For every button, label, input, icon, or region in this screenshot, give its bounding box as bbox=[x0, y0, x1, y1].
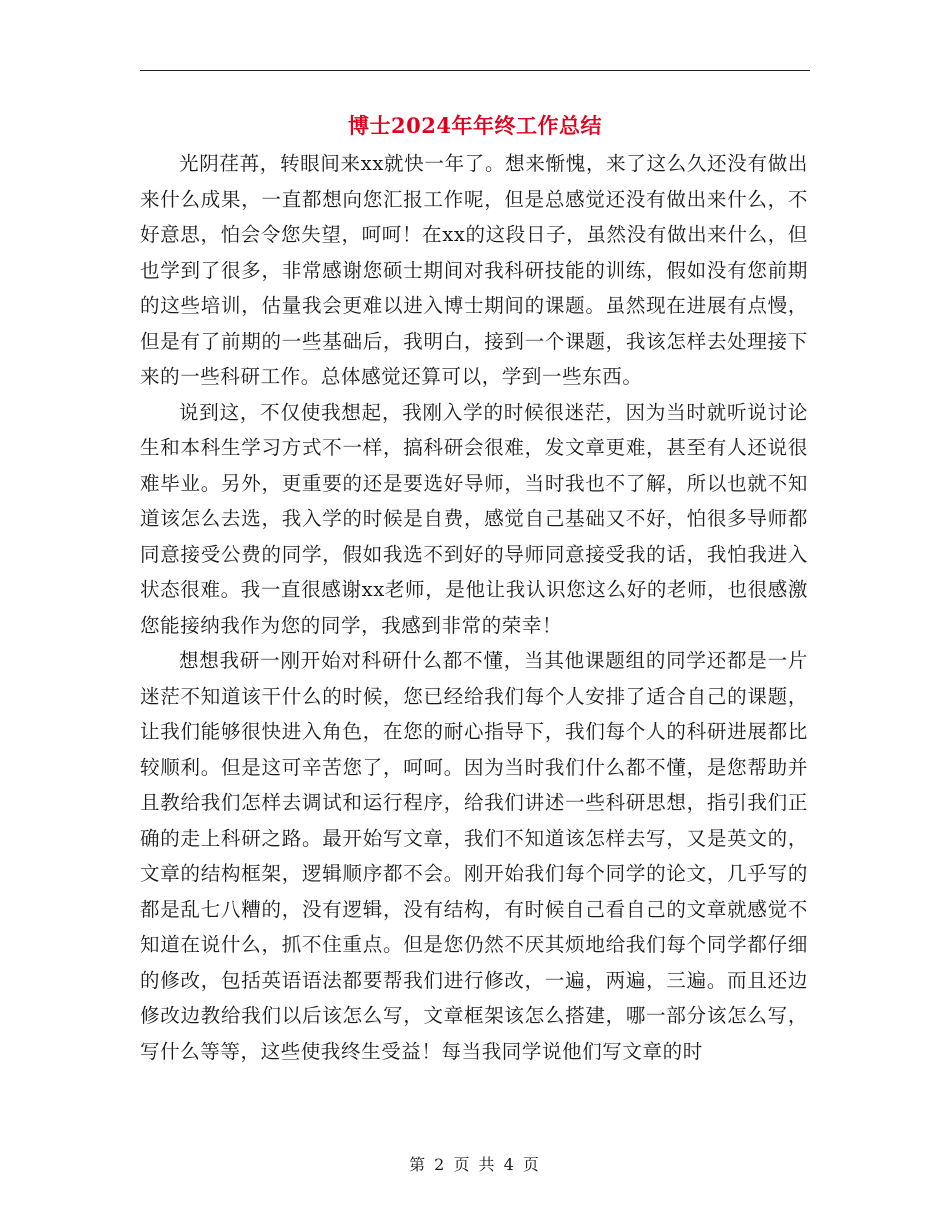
paragraph-2: 说到这，不仅使我想起，我刚入学的时候很迷茫，因为当时就听说讨论生和本科生学习方式不一样，搞科研会很难，发文章更难，甚至有人还说很难毕业。另外，更重要的还是要选好导师，当时我也不了解，所以也就不知道该怎么去选，我入学的时候是自费，感觉自己基础又不好，怕很多导师都同意接受公费的同学，假如我选不到好的导师同意接受我的话，我怕我进入状态很难。我一直很感谢xx老师，是他让我认识您这么好的老师，也很感激您能接纳我作为您的同学，我感到非常的荣幸！ bbox=[140, 400, 808, 637]
document-title: 博士2024年年终工作总结 bbox=[348, 113, 602, 138]
document-body bbox=[140, 146, 808, 1069]
paragraph-1: 光阴荏苒，转眼间来xx就快一年了。想来惭愧，来了这么久还没有做出来什么成果，一直都想向您汇报工作呢，但是总感觉还没有做出来什么，不好意思，怕会令您失望，呵呵！在xx的这段日子，虽然没有做出来什么，但也学到了很多，非常感谢您硕士期间对我科研技能的训练，假如没有您前期的这些培训，估量我会更难以进入博士期间的课题。虽然现在进展有点慢，但是有了前期的一些基础后，我明白，接到一个课题，我该怎样去处理接下来的一些科研工作。总体感觉还算可以，学到一些东西。 bbox=[140, 152, 808, 388]
page-number-footer: 第 2 页 共 4 页 bbox=[409, 1155, 541, 1174]
paragraph-3: 想想我研一刚开始对科研什么都不懂，当其他课题组的同学还都是一片迷茫不知道该干什么的时候，您已经给我们每个人安排了适合自己的课题，让我们能够很快进入角色，在您的耐心指导下，我们每个人的科研进展都比较顺利。但是这可辛苦您了，呵呵。因为当时我们什么都不懂，是您帮助并且教给我们怎样去调试和运行程序，给我们讲述一些科研思想，指引我们正确的走上科研之路。最开始写文章，我们不知道该怎样去写，又是英文的，文章的结构框架，逻辑顺序都不会。刚开始我们每个同学的论文，几乎写的都是乱七八糟的，没有逻辑，没有结构，有时候自己看自己的文章就感觉不知道在说什么，抓不住重点。但是您仍然不厌其烦地给我们每个同学都仔细的修改，包括英语语法都要帮我们进行修改，一遍，两遍，三遍。而且还边修改边教给我们以后该怎么写，文章框架该怎么搭建，哪一部分该怎么写，写什么等等，这些使我终生受益！每当我同学说他们写文章的时 bbox=[140, 649, 808, 1063]
header-rule bbox=[140, 70, 810, 71]
